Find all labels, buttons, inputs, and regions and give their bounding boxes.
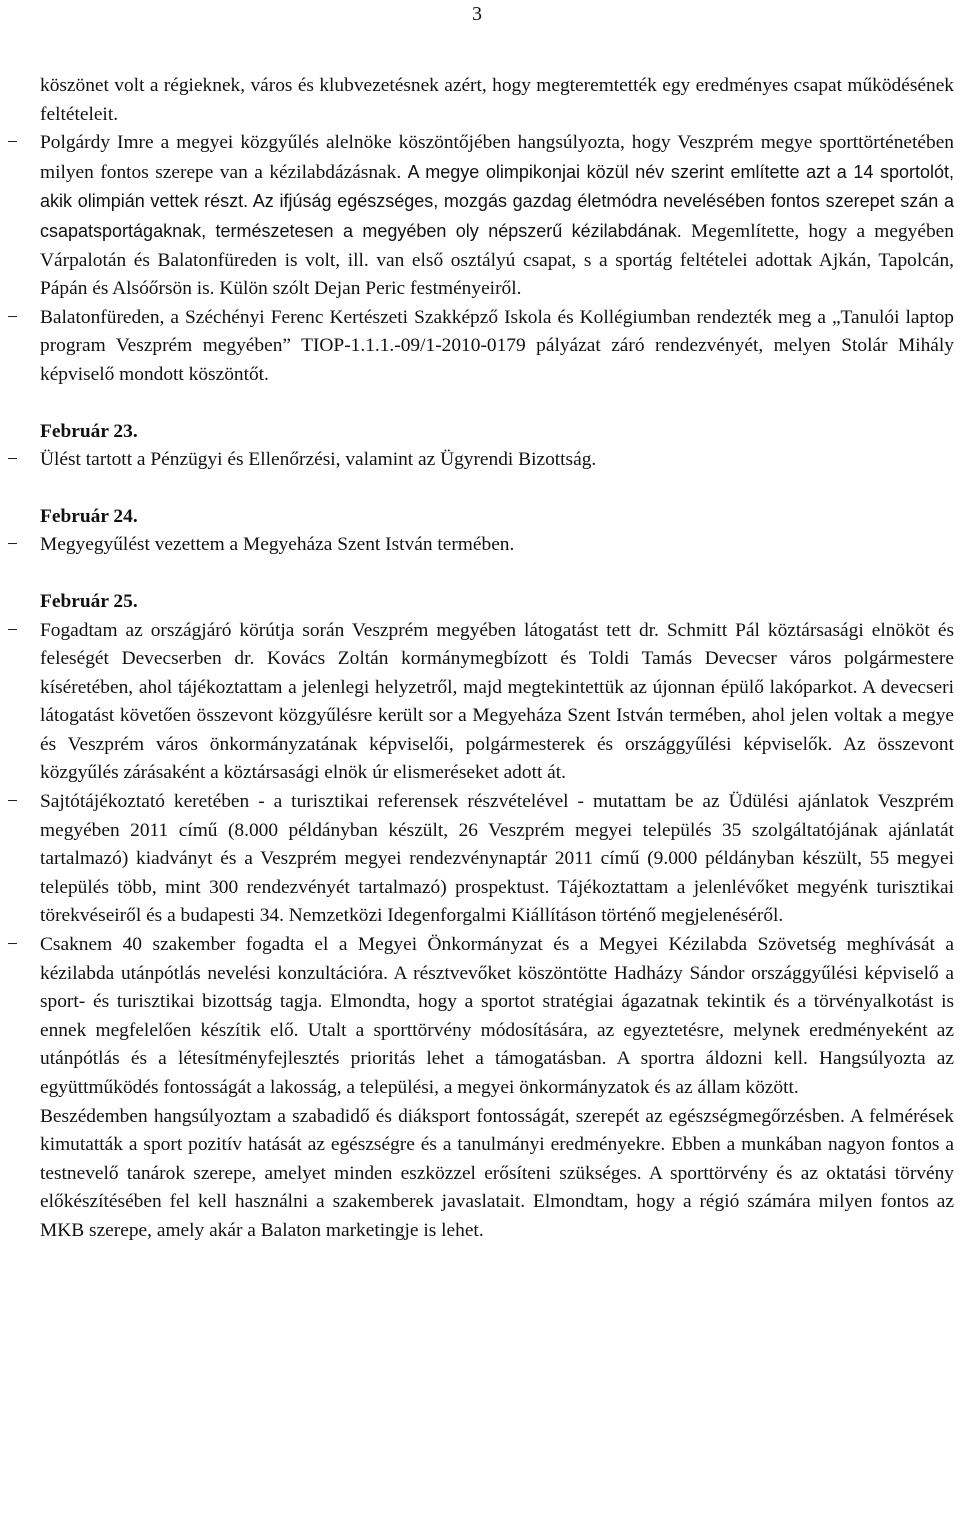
dash-bullet-icon: − — [7, 791, 18, 813]
list-item — [7, 304, 954, 390]
item-text-continued: Megemlítette, hogy a megyében Várpalotán és Balatonfüreden is volt, ill. van első osztályú csapat, s a sportág feltételei adottak Ajkán, Tapolcán, Pápán és Alsóőrsön is. Külön szólt Dejan Peric festményeiről. — [40, 220, 954, 300]
date-heading: Február 24. — [40, 505, 138, 527]
dash-bullet-icon: − — [7, 619, 18, 641]
dash-bullet-icon: − — [7, 132, 18, 154]
dash-bullet-icon: − — [7, 534, 18, 556]
item-text-sans: A megye olimpikonjai közül név szerint említette azt a 14 sportolót, akik olimpián vettek részt. Az ifjúság egészséges, mozgás gazdag életmódra nevelésében fontos szerepet szán a csapatsportágaknak, természetesen a megyében oly népszerű kézilabdának. — [40, 161, 954, 241]
item-text: Ülést tartott a Pénzügyi és Ellenőrzési, valamint az Ügyrendi Bizottság. — [40, 449, 597, 471]
list-item — [7, 446, 954, 475]
closing-paragraph: Beszédemben hangsúlyoztam a szabadidő és diáksport fontosságát, szerepét az egészségmegőrzésben. A felmérések kimutatták a sport pozitív hatását az egészségre és a tanulmányi eredményekre. Ebben a munkában nagyon fontos a testnevelő tanárok szerepe, amelyet minden eszközzel erősíteni szükséges. A sporttörvény és az oktatási törvény előkészítésében fel kell használni a szakemberek javaslatait. Elmondtam, hogy a régió számára milyen fontos az MKB szerepe, amely akár a Balaton marketingje is lehet. — [40, 1105, 954, 1241]
intro-paragraph: köszönet volt a régieknek, város és klubvezetésnek azért, hogy megteremtették egy eredményes csapat működésének feltételeit. — [40, 75, 954, 125]
page-number: 3 — [472, 3, 482, 25]
list-item — [7, 129, 954, 304]
list-item — [7, 617, 954, 789]
dash-bullet-icon: − — [7, 449, 18, 471]
document-body — [7, 72, 954, 1246]
date-heading: Február 23. — [40, 420, 138, 442]
item-text: Polgárdy Imre a megyei közgyűlés alelnöke köszöntőjében hangsúlyozta, hogy Veszprém megye sporttörténetében milyen fontos szerepe van a kézilabdázásnak. — [40, 132, 954, 183]
item-text: Megyegyűlést vezettem a Megyeháza Szent István termében. — [40, 534, 515, 556]
date-heading: Február 25. — [40, 590, 138, 612]
item-text: Csaknem 40 szakember fogadta el a Megyei Önkormányzat és a Megyei Kézilabda Szövetség meghívását a kézilabda utánpótlás nevelési konzultációra. A résztvevőket köszöntötte Hadházy Sándor országgyűlési képviselő a sport- és turisztikai bizottság tagja. Elmondta, hogy a sportot stratégiai ágazatnak tekintik és a törvényalkotást is ennek megfelelően készítik elő. Utalt a sporttörvény módosítására, az egyeztetésre, melynek eredményeként az utánpótlás és a létesítményfejlesztés prioritás lehet a támogatásban. A sportra áldozni kell. Hangsúlyozta az együttműködés fontosságát a lakosság, a települési, a megyei önkormányzatok és az állam között. — [40, 934, 954, 1098]
dash-bullet-icon: − — [7, 306, 18, 328]
item-text: Fogadtam az országjáró körútja során Veszprém megyében látogatást tett dr. Schmitt Pál köztársasági elnököt és feleségét Devecserben dr. Kovács Zoltán kormánymegbízott és Toldi Tamás Devecser város polgármestere kíséretében, ahol tájékoztattam a jelenlegi helyzetről, majd megtekintettük az újonnan épülő lakóparkot. A devecseri látogatást követően összevont közgyűlésre került sor a Megyeháza Szent István termében, ahol jelen voltak a megye és Veszprém város önkormányzatának képviselői, polgármesterek és országgyűlési képviselők. Az összevont közgyűlés zárásaként a köztársasági elnök úr elismeréseket adott át. — [40, 619, 954, 784]
dash-bullet-icon: − — [7, 934, 18, 956]
item-text: Sajtótájékoztató keretében - a turisztikai referensek részvételével - mutattam be az Üdülési ajánlatok Veszprém megyében 2011 című (8.000 példányban készült, 26 Veszprém megyei település 35 szolgáltatójának ajánlatát tartalmazó) kiadványt és a Veszprém megyei rendezvénynaptár 2011 című (9.000 példányban készült, 55 megyei település több, mint 300 rendezvényét tartalmazó) prospektust. Tájékoztattam a jelenlévőket megyénk turisztikai törekvéseiről és a budapesti 34. Nemzetközi Idegenforgalmi Kiállításon történő megjelenéséről. — [40, 791, 954, 927]
item-text: Balatonfüreden, a Széchényi Ferenc Kertészeti Szakképző Iskola és Kollégiumban rendezték meg a „Tanulói laptop program Veszprém megyében” TIOP-1.1.1.-09/1-2010-0179 pályázat záró rendezvényét, melyen Stolár Mihály képviselő mondott köszöntőt. — [40, 306, 954, 385]
list-item — [7, 931, 954, 1103]
list-item — [7, 788, 954, 931]
list-item — [7, 531, 954, 560]
